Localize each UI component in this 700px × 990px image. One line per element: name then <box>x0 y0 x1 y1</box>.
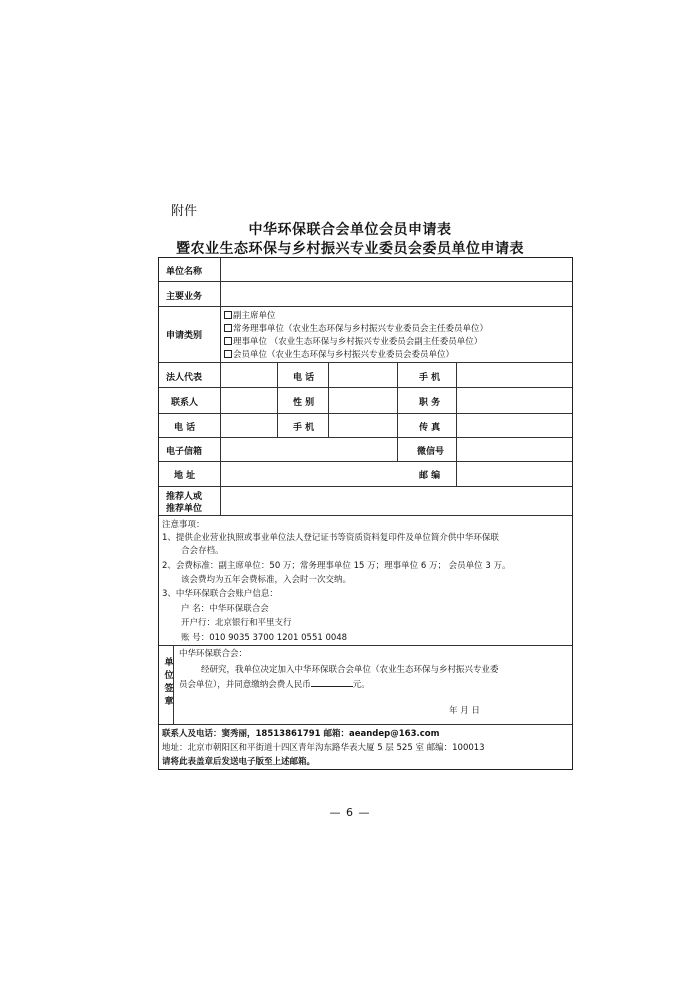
option-executive-director[interactable]: 常务理事单位（农业生态环保与乡村振兴专业委员会主任委员单位） <box>224 322 488 334</box>
label-legal-rep: 法人代表 <box>166 373 203 383</box>
row-divider <box>159 724 572 725</box>
footer-contact: 联系人及电话：窦秀丽，18513861791 邮箱：aeandep@163.com <box>162 729 440 739</box>
label-address: 地 址 <box>174 471 196 481</box>
seal-date: 年 月 日 <box>449 706 480 716</box>
option-vice-chair[interactable]: 副主席单位 <box>224 309 276 321</box>
label-gender: 性 别 <box>293 398 315 408</box>
page-number: — 6 — <box>329 806 371 819</box>
seal-addressee: 中华环保联合会： <box>179 649 248 659</box>
footer-instruction: 请将此表盖章后发送电子版至上述邮箱。 <box>162 757 316 767</box>
label-recommender-1: 推荐人或 <box>166 492 203 502</box>
label-mobile: 手 机 <box>419 373 441 383</box>
checkbox-icon[interactable] <box>224 337 232 345</box>
column-divider <box>328 362 329 437</box>
row-divider <box>159 645 572 646</box>
account-name: 户 名：中华环保联合会 <box>181 604 269 614</box>
label-phone-2: 电 话 <box>174 423 196 433</box>
column-divider <box>277 362 278 437</box>
label-apply-type: 申请类别 <box>166 331 203 341</box>
label-email: 电子信箱 <box>166 447 203 457</box>
label-recommender-2: 推荐单位 <box>166 504 203 514</box>
label-mobile-2: 手 机 <box>293 423 315 433</box>
seal-body-line1: 经研究，我单位决定加入中华环保联合会单位（农业生态环保与乡村振兴专业委 <box>201 665 499 675</box>
footer-address: 地址：北京市朝阳区和平街道十四区青年沟东路华表大厦 5 层 525 室 邮编：100013 <box>162 743 485 753</box>
label-contact: 联系人 <box>171 398 199 408</box>
column-divider <box>397 362 398 461</box>
checkbox-icon[interactable] <box>224 324 232 332</box>
form-title: 中华环保联合会单位会员申请表 <box>248 222 452 238</box>
attachment-label: 附件 <box>171 204 198 219</box>
label-fax: 传 真 <box>419 423 441 433</box>
note-1b: 合会存档。 <box>181 546 224 556</box>
option-member[interactable]: 会员单位（农业生态环保与乡村振兴专业委员会委员单位） <box>224 348 454 360</box>
checkbox-icon[interactable] <box>224 350 232 358</box>
column-divider <box>220 258 221 515</box>
application-form-table <box>158 257 573 770</box>
label-main-business: 主要业务 <box>166 292 203 302</box>
account-number: 账 号：010 9035 3700 1201 0551 0048 <box>181 633 348 643</box>
checkbox-icon[interactable] <box>224 311 232 319</box>
form-subtitle: 暨农业生态环保与乡村振兴专业委员会委员单位申请表 <box>176 241 524 257</box>
row-divider <box>159 515 572 516</box>
option-director[interactable]: 理事单位 （农业生态环保与乡村振兴专业委员会副主任委员单位） <box>224 335 482 347</box>
seal-column-label: 单 位 签 章 <box>164 658 174 707</box>
notes-title: 注意事项： <box>162 520 205 530</box>
label-unit-name: 单位名称 <box>166 267 203 277</box>
column-divider <box>456 362 457 486</box>
label-postcode: 邮 编 <box>419 471 441 481</box>
note-2b: 该会费均为五年会费标准，入会时一次交纳。 <box>181 575 352 585</box>
label-wechat: 微信号 <box>417 447 445 457</box>
note-3: 3、中华环保联合会账户信息： <box>162 589 278 599</box>
label-phone: 电 话 <box>293 373 315 383</box>
account-bank: 开户行：北京银行和平里支行 <box>181 618 292 628</box>
note-1a: 1、提供企业营业执照或事业单位法人登记证书等资质资料复印件及单位简介供中华环保联 <box>162 533 499 543</box>
note-2a: 2、会费标准：副主席单位：50 万；常务理事单位 15 万；理事单位 6 万； 会员单位 3 万。 <box>162 561 511 571</box>
amount-blank[interactable] <box>311 686 353 687</box>
seal-body-line2: 员会单位），并同意缴纳会费人民币 元。 <box>179 680 370 690</box>
label-position: 职 务 <box>419 398 441 408</box>
